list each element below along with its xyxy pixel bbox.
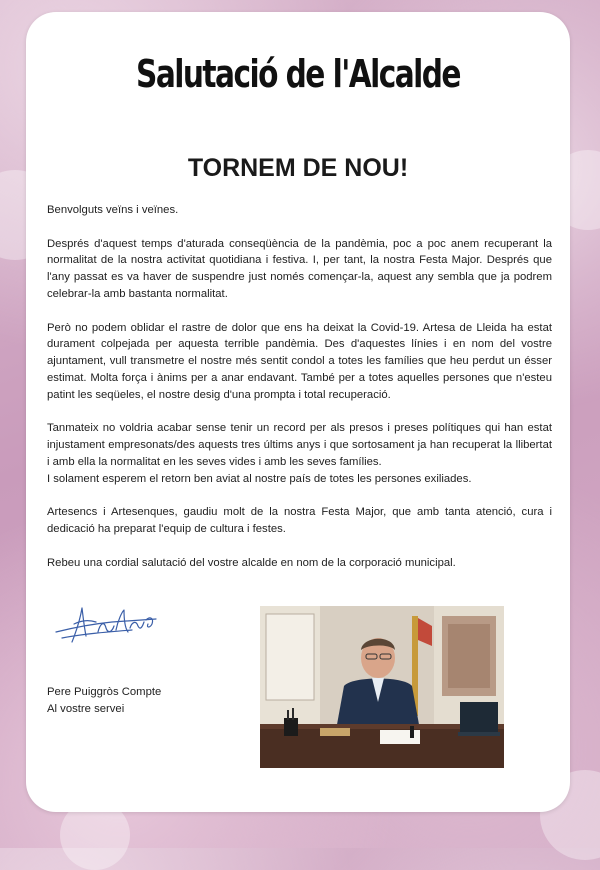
letter-paragraph: Però no podem oblidar el rastre de dolor que ens ha deixat la Covid-19. Artesa de Lleida ha estat durament colpejada per aquesta terrible pandèmia. Des d'aquestes línies i en nom del vostre ajuntament, vull transmetre el nostre més sentit condol a totes les famílies que heu perdut un ésser estimat. Molta força i ànims per a anar endavant. També per a totes aquelles persones que n'esteu patint les seqüeles, el nostre desig d'una prompta i total recuperació. [47,321,552,401]
letter-paragraph: I solament esperem el retorn ben aviat al nostre país de totes les persones exiliades. [47,472,472,485]
headline: TORNEM DE NOU! [187,154,409,182]
letter-paragraph: Després d'aquest temps d'aturada conseqüència de la pandèmia, poc a poc anem recuperant la normalitat de la nostra activitat quotidiana i festiva. I, per tant, la nostra Festa Major. Després que l'any passat es va haver de suspendre just només començar-la, aquest any sembla que ja podrem celebrar-la amb bastanta normalitat. [47,237,552,300]
letter-paragraph: Artesencs i Artesenques, gaudiu molt de la nostra Festa Major, que amb tanta atenció, cura i dedicació ha preparat l'equip de cultura i festes. [47,506,552,536]
signer-block [47,684,161,718]
handwritten-signature [52,602,162,652]
mayor-photo-illustration [260,606,504,768]
letter-paragraph: Tanmateix no voldria acabar sense tenir un record per als presos i preses polítiques qui han estat injustament empresonats/des aquests tres últims anys i que sortosament ja han recuperat la llibertat i amb ella la normalitat en les seves vides i amb les seves famílies. [47,422,552,468]
letter-paragraph: Rebeu una cordial salutació del vostre alcalde en nom de la corporació municipal. [47,556,456,569]
letter-greeting: Benvolguts veïns i veïnes. [47,204,179,216]
signer-name: Pere Puiggròs Compte [47,686,162,698]
letter-body [47,202,552,588]
mayor-photo [260,606,504,768]
letter-card [26,12,570,812]
signer-closing: Al vostre servei [47,702,125,715]
page-title: Salutació de l'Alcalde [136,52,460,96]
